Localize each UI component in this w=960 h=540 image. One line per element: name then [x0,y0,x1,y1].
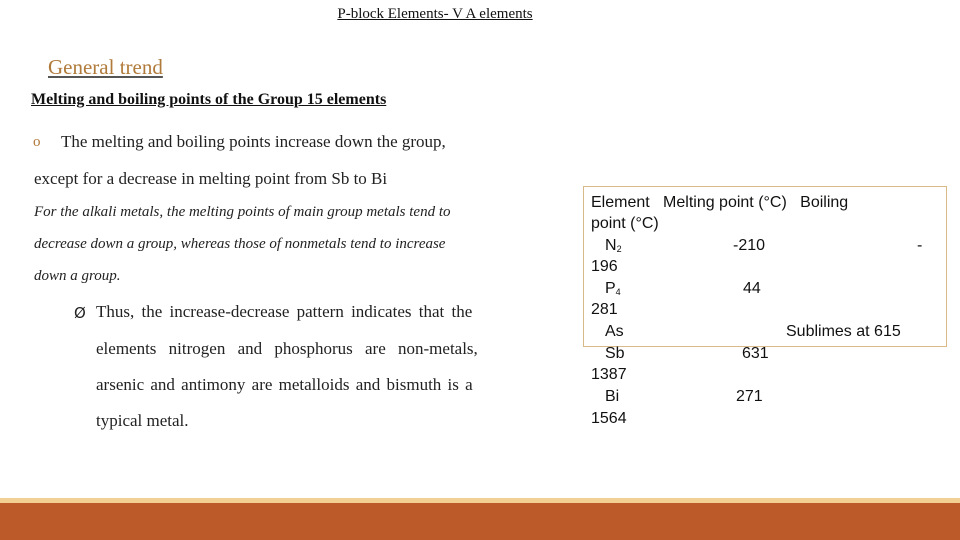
arrow-text-line2: elements nitrogen and phosphorus are non-metals, [96,339,478,358]
element-bi: Bi [605,388,620,405]
p4-boiling-point: 281 [591,301,618,318]
italic-line3: down a group. [34,268,121,284]
page-header-title: P-block Elements- V A elements [337,6,533,22]
italic-line2: decrease down a group, whereas those of nonmetals tend to increase [34,236,446,252]
table-header-line1: Element Melting point (°C) Boiling [591,194,849,211]
subheading: Melting and boiling points of the Group 15 elements [31,91,387,108]
n2-dash: - [917,237,923,254]
bullet-text-line1: The melting and boiling points increase down the group, [61,132,446,151]
element-n2: $N_2$ [605,237,622,254]
footer-bar [0,503,960,540]
arrow-bullet-icon: Ø [74,304,86,322]
arrow-text-line3: arsenic and antimony are metalloids and bismuth is a [96,375,473,394]
as-sublimes-note: Sublimes at 615 [786,323,901,340]
section-title: General trend [48,55,163,79]
n2-boiling-point: 196 [591,258,618,275]
bullet-circle-icon: o [33,134,41,150]
p4-melting-point: 44 [743,280,761,297]
bullet-text-line2: except for a decrease in melting point from Sb to Bi [34,169,388,188]
sb-boiling-point: 1387 [591,366,627,383]
n2-melting-point: -210 [733,237,766,254]
bi-boiling-point: 1564 [591,410,627,427]
sb-melting-point: 631 [742,345,769,362]
arrow-text-line1: Thus, the increase-decrease pattern indicates that the [96,302,473,321]
element-p4: $P_4$ [605,280,621,297]
element-sb: Sb [605,345,625,362]
bi-melting-point: 271 [736,388,763,405]
italic-line1: For the alkali metals, the melting points of main group metals tend to [34,204,451,220]
table-header-line2: point (°C) [591,215,659,232]
element-as: As [605,323,624,340]
arrow-text-line4: typical metal. [96,411,189,430]
